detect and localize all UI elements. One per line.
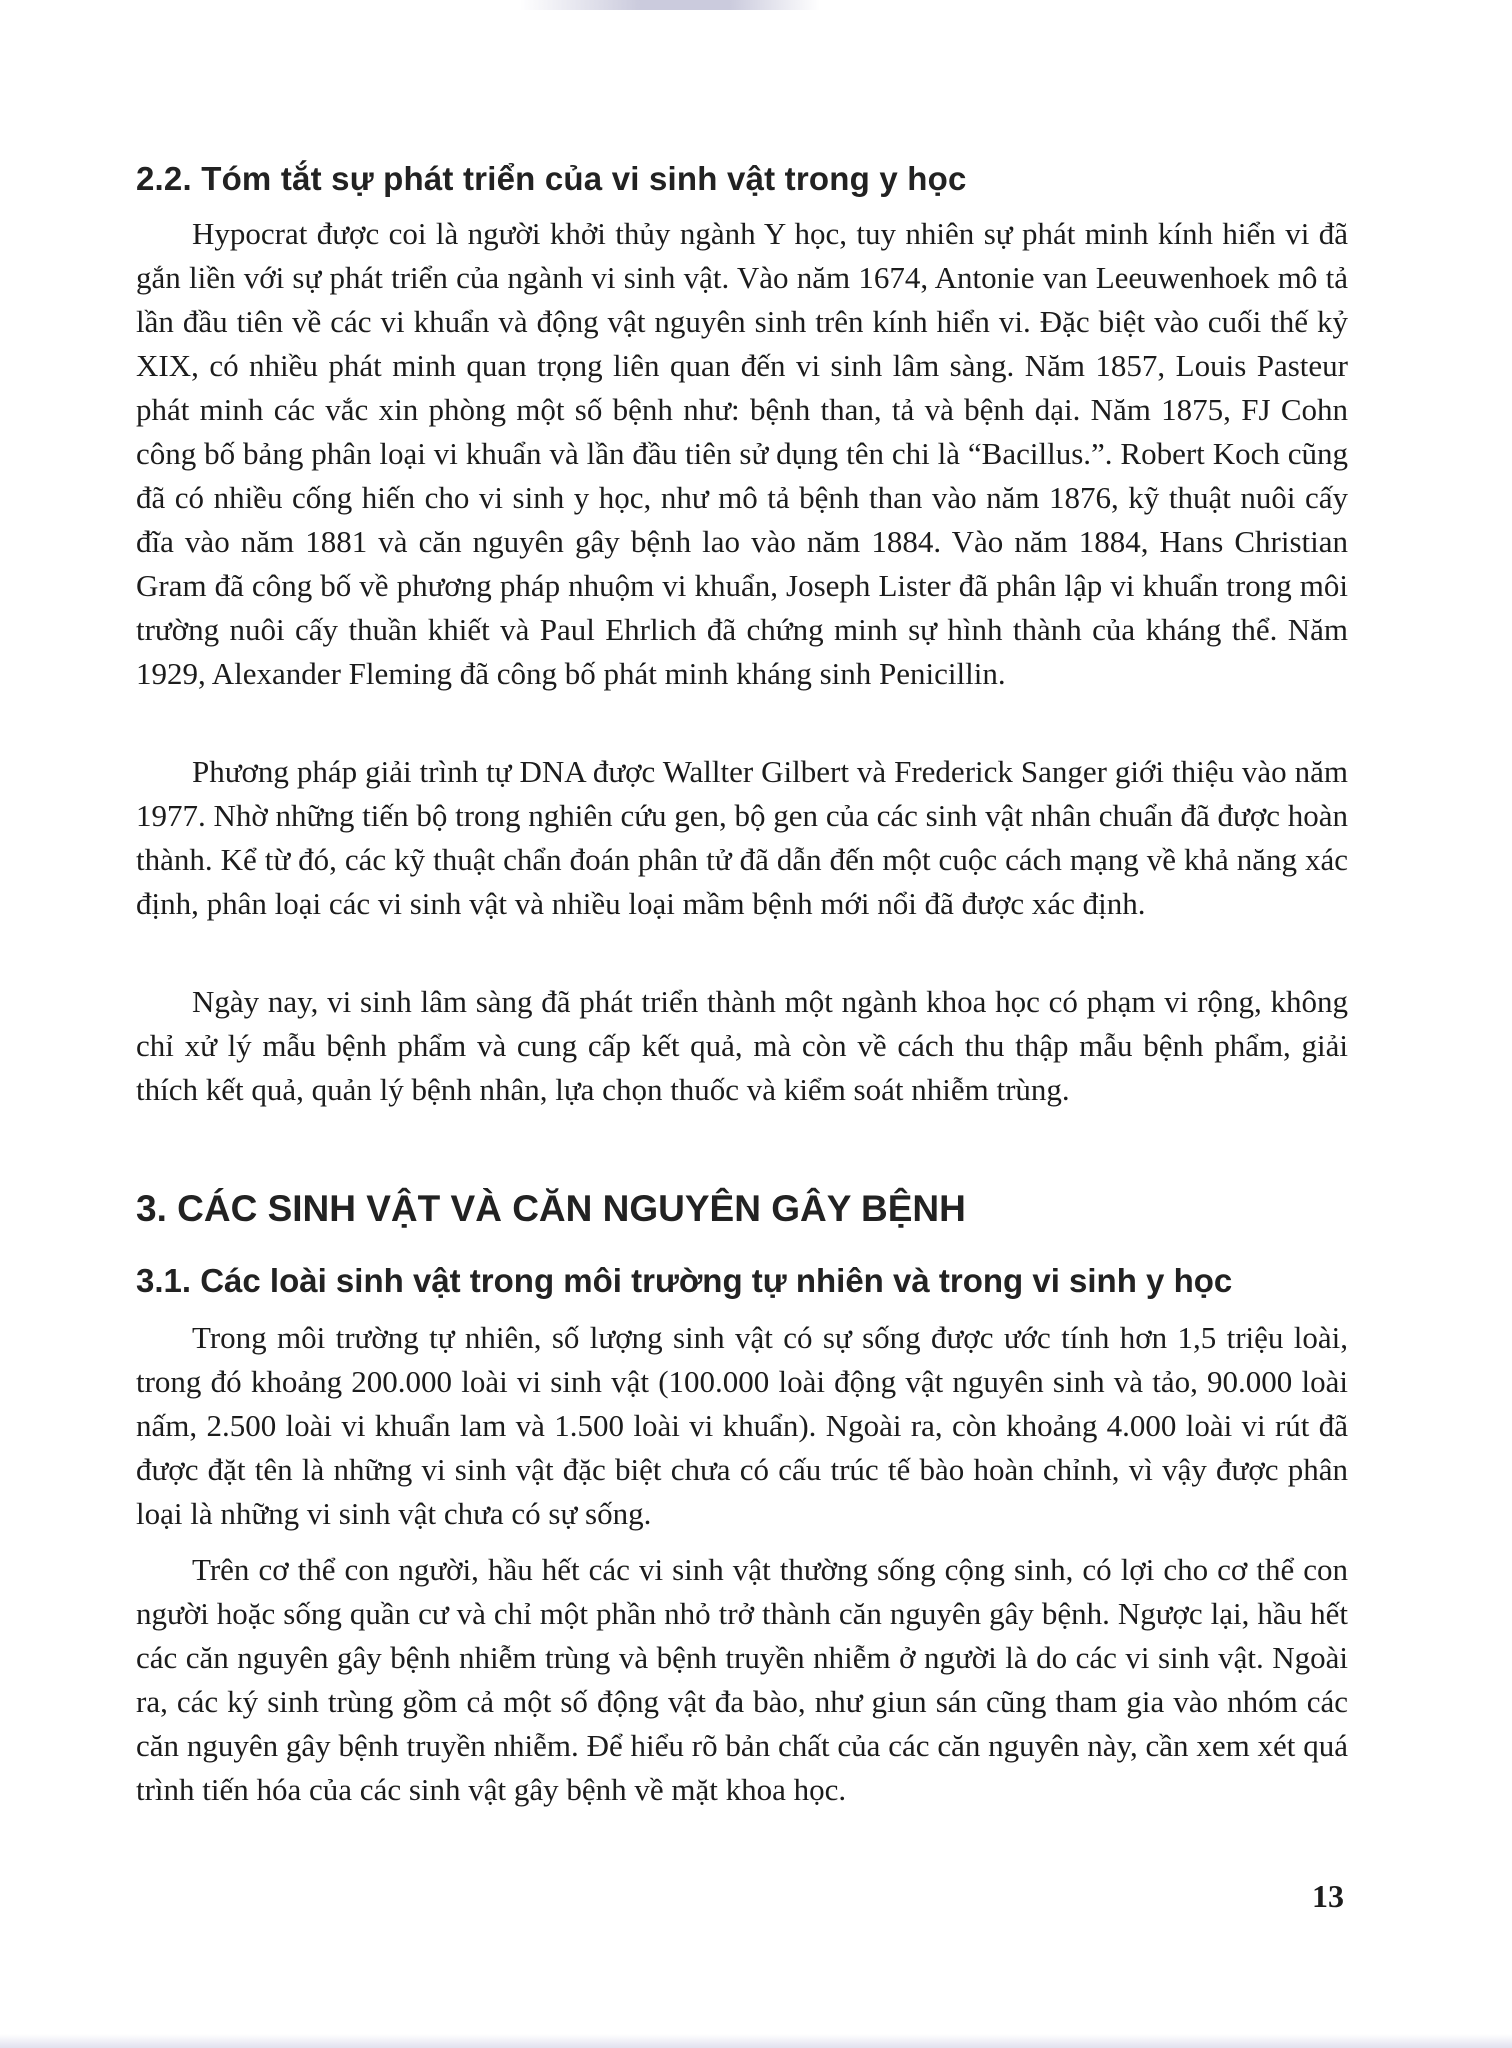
section-3-1-heading: 3.1. Các loài sinh vật trong môi trường tự nhiên và trong vi sinh y học: [136, 1262, 1233, 1299]
section-3-1-paragraph-1: Trong môi trường tự nhiên, số lượng sinh vật có sự sống được ước tính hơn 1,5 triệu loài, trong đó khoảng 200.000 loài vi sinh vật (100.000 loài động vật nguyên sinh và tảo, 90.000 loài nấm, 2.500 loài vi khuẩn lam và 1.500 loài vi khuẩn). Ngoài ra, còn khoảng 4.000 loài vi rút đã được đặt tên là những vi sinh vật đặc biệt chưa có cấu trúc tế bào hoàn chỉnh, vì vậy được phân loại là những vi sinh vật chưa có sự sống.: [136, 1320, 1348, 1531]
section-2-2-paragraph-2: Phương pháp giải trình tự DNA được Wallter Gilbert và Frederick Sanger giới thiệu vào năm 1977. Nhờ những tiến bộ trong nghiên cứu gen, bộ gen của các sinh vật nhân chuẩn đã được hoàn thành. Kể từ đó, các kỹ thuật chẩn đoán phân tử đã dẫn đến một cuộc cách mạng về khả năng xác định, phân loại các vi sinh vật và nhiều loại mầm bệnh mới nổi đã được xác định.: [136, 754, 1348, 921]
scan-edge-artifact: [520, 0, 820, 10]
section-2-2-heading: 2.2. Tóm tắt sự phát triển của vi sinh vật trong y học: [136, 160, 967, 197]
section-2-2-paragraph-3: Ngày nay, vi sinh lâm sàng đã phát triển thành một ngành khoa học có phạm vi rộng, không chỉ xử lý mẫu bệnh phẩm và cung cấp kết quả, mà còn về cách thu thập mẫu bệnh phẩm, giải thích kết quả, quản lý bệnh nhân, lựa chọn thuốc và kiểm soát nhiễm trùng.: [136, 984, 1348, 1107]
page-number: 13: [1312, 1878, 1344, 1914]
section-3-heading: 3. CÁC SINH VẬT VÀ CĂN NGUYÊN GÂY BỆNH: [136, 1188, 966, 1229]
section-2-2-paragraph-1: Hypocrat được coi là người khởi thủy ngành Y học, tuy nhiên sự phát minh kính hiển vi đã gắn liền với sự phát triển của ngành vi sinh vật. Vào năm 1674, Antonie van Leeuwenhoek mô tả lần đầu tiên về các vi khuẩn và động vật nguyên sinh trên kính hiển vi. Đặc biệt vào cuối thế kỷ XIX, có nhiều phát minh quan trọng liên quan đến vi sinh lâm sàng. Năm 1857, Louis Pasteur phát minh các vắc xin phòng một số bệnh như: bệnh than, tả và bệnh dại. Năm 1875, FJ Cohn công bố bảng phân loại vi khuẩn và lần đầu tiên sử dụng tên chi là “Bacillus.”. Robert Koch cũng đã có nhiều cống hiến cho vi sinh y học, như mô tả bệnh than vào năm 1876, kỹ thuật nuôi cấy đĩa vào năm 1881 và căn nguyên gây bệnh lao vào năm 1884. Vào năm 1884, Hans Christian Gram đã công bố về phương pháp nhuộm vi khuẩn, Joseph Lister đã phân lập vi khuẩn trong môi trường nuôi cấy thuần khiết và Paul Ehrlich đã chứng minh sự hình thành của kháng thể. Năm 1929, Alexander Fleming đã công bố phát minh kháng sinh Penicillin.: [136, 216, 1348, 691]
section-3-1-paragraph-2: Trên cơ thể con người, hầu hết các vi sinh vật thường sống cộng sinh, có lợi cho cơ thể con người hoặc sống quần cư và chỉ một phần nhỏ trở thành căn nguyên gây bệnh. Ngược lại, hầu hết các căn nguyên gây bệnh nhiễm trùng và bệnh truyền nhiễm ở người là do các vi sinh vật. Ngoài ra, các ký sinh trùng gồm cả một số động vật đa bào, như giun sán cũng tham gia vào nhóm các căn nguyên gây bệnh truyền nhiễm. Để hiểu rõ bản chất của các căn nguyên này, cần xem xét quá trình tiến hóa của các sinh vật gây bệnh về mặt khoa học.: [136, 1552, 1348, 1807]
scan-bottom-shadow: [0, 2034, 1512, 2048]
